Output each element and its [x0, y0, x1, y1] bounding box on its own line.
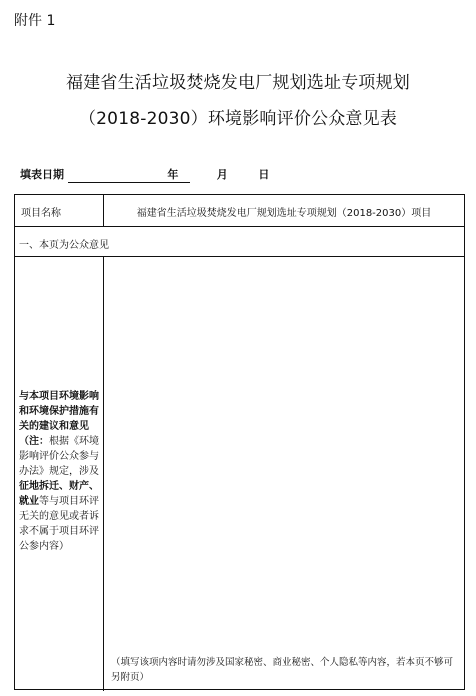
project-name-value: 福建省生活垃圾焚烧发电厂规划选址专项规划（2018-2030）项目 [136, 208, 432, 219]
form-title-line-2: （2018-2030）环境影响评价公众意见表 [78, 109, 398, 129]
form-title-line-1: 福建省生活垃圾焚烧发电厂规划选址专项规划 [66, 73, 410, 93]
section-heading: 一、本页为公众意见 [19, 240, 109, 251]
privacy-note: （填写该项内容时请勿涉及国家秘密、商业秘密、个人隐私等内容，若本页不够可另附页） [111, 657, 454, 683]
project-name-row [15, 195, 464, 227]
date-field [20, 166, 270, 183]
opinion-table [14, 194, 465, 690]
opinion-input-area[interactable] [105, 259, 463, 649]
date-day-label: 日 [258, 168, 270, 181]
attachment-label: 附件 1 [14, 13, 56, 29]
opinion-prompt-bold-2: 征地拆迁、财产、就业 [19, 481, 99, 507]
section-heading-row [15, 227, 464, 257]
date-month-label: 月 [216, 168, 228, 181]
project-name-label: 项目名称 [21, 208, 61, 219]
opinion-prompt-bold: 与本项目环境影响和环境保护措施有关的建议和意见（注： [19, 391, 99, 447]
opinion-prompt-text-3: 等与项目环评无关的意见或者诉求不属于项目环评公参内容） [19, 496, 99, 552]
date-label: 填表日期 [20, 168, 64, 181]
opinion-prompt [19, 389, 101, 554]
date-blank-line[interactable] [68, 166, 270, 183]
date-year-label: 年 [167, 168, 179, 181]
column-divider-bottom [103, 257, 104, 691]
opinion-prompt-text-2: 根据《环境影响评价公众参与办法》规定，涉及 [19, 436, 99, 477]
column-divider-top [103, 195, 104, 227]
